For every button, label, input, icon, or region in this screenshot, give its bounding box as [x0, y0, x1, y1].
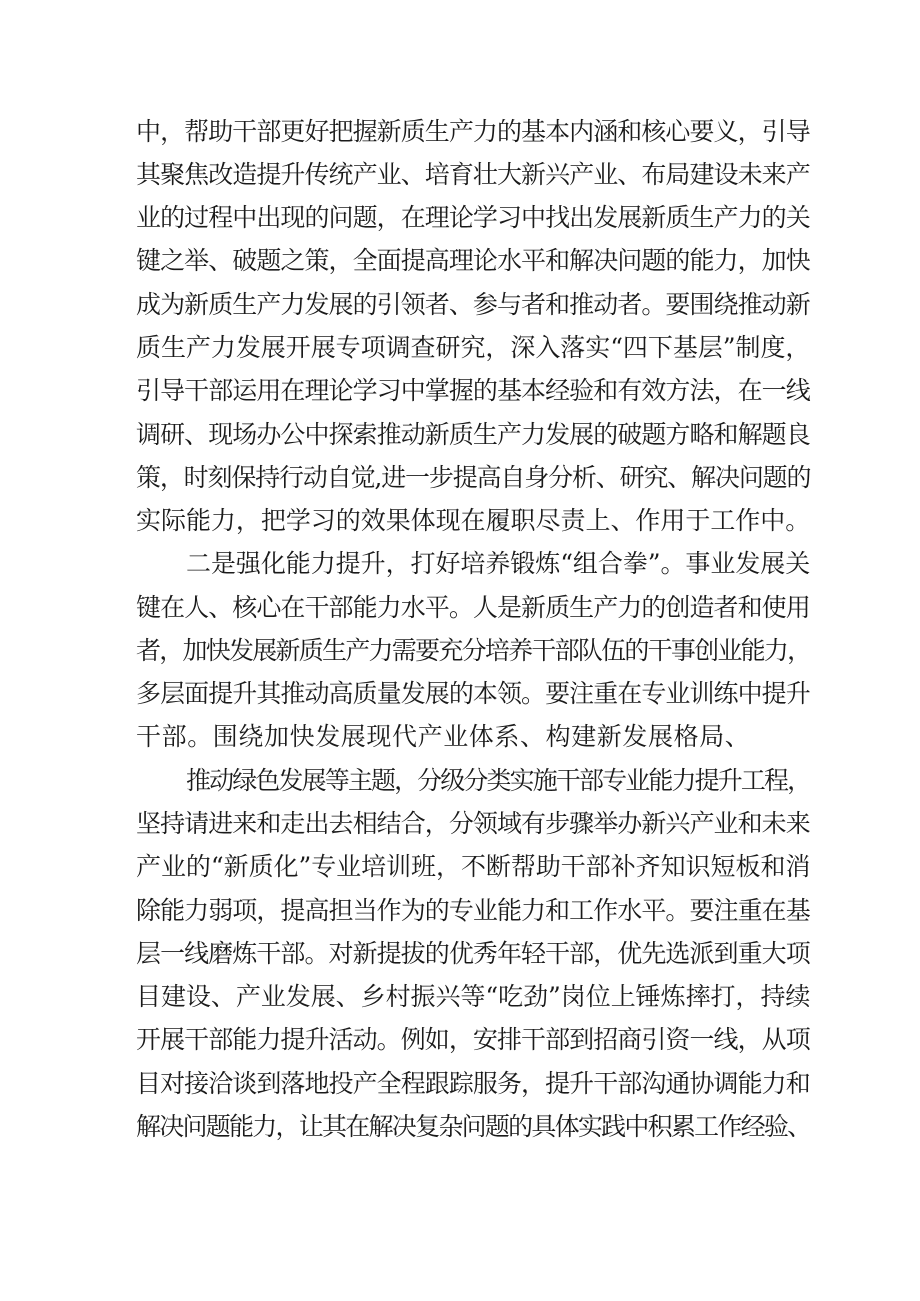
- text-line: 产业的“新质化”专业培训班，不断帮助干部补齐知识短板和消: [136, 852, 811, 881]
- text-line: 中，帮助干部更好把握新质生产力的基本内涵和核心要义，引导: [136, 117, 810, 146]
- text-line: 业的过程中出现的问题，在理论学习中找出发展新质生产力的关: [136, 203, 810, 232]
- text-line: 目对接洽谈到落地投产全程跟踪服务，提升干部沟通协调能力和: [136, 1069, 810, 1098]
- text-line: 坚持请进来和走出去相结合，分领域有步骤举办新兴产业和未来: [136, 809, 810, 838]
- text-line: 多层面提升其推动高质量发展的本领。要注重在专业训练中提升: [136, 679, 810, 708]
- text-line: 目建设、产业发展、乡村振兴等“吃劲”岗位上锤炼摔打，持续: [136, 982, 811, 1011]
- text-line: 引导干部运用在理论学习中掌握的基本经验和有效方法，在一线: [136, 376, 810, 405]
- text-line: 成为新质生产力发展的引领者、参与者和推动者。要围绕推动新: [136, 290, 810, 319]
- paragraph-first-line: 二是强化能力提升，打好培养锻炼“组合拳”。事业发展关: [186, 549, 811, 578]
- text-line: 除能力弱项，提高担当作为的专业能力和工作水平。要注重在基: [136, 896, 810, 925]
- text-line: 开展干部能力提升活动。例如，安排干部到招商引资一线，从项: [136, 1025, 810, 1054]
- text-line: 干部。围绕加快发展现代产业体系、构建新发展格局、: [136, 722, 751, 751]
- text-line: 键之举、破题之策，全面提高理论水平和解决问题的能力，加快: [136, 246, 810, 275]
- text-line: 键在人、核心在干部能力水平。人是新质生产力的创造者和使用: [136, 593, 810, 622]
- text-line: 策，时刻保持行动自觉,进一步提高自身分析、研究、解决问题的: [136, 463, 811, 492]
- text-line: 层一线磨炼干部。对新提拔的优秀年轻干部，优先选派到重大项: [136, 939, 810, 968]
- text-line: 其聚焦改造提升传统产业、培育壮大新兴产业、布局建设未来产: [136, 160, 810, 189]
- text-line: 解决问题能力，让其在解决复杂问题的具体实践中积累工作经验、: [136, 1112, 811, 1141]
- text-line: 实际能力，把学习的效果体现在履职尽责上、作用于工作中。: [136, 506, 811, 535]
- text-line: 质生产力发展开展专项调查研究，深入落实“四下基层”制度，: [136, 333, 811, 362]
- text-line: 调研、现场办公中探索推动新质生产力发展的破题方略和解题良: [136, 420, 810, 449]
- paragraph-first-line: 推动绿色发展等主题，分级分类实施干部专业能力提升工程，: [186, 766, 811, 795]
- text-line: 者，加快发展新质生产力需要充分培养干部队伍的干事创业能力，: [136, 636, 811, 665]
